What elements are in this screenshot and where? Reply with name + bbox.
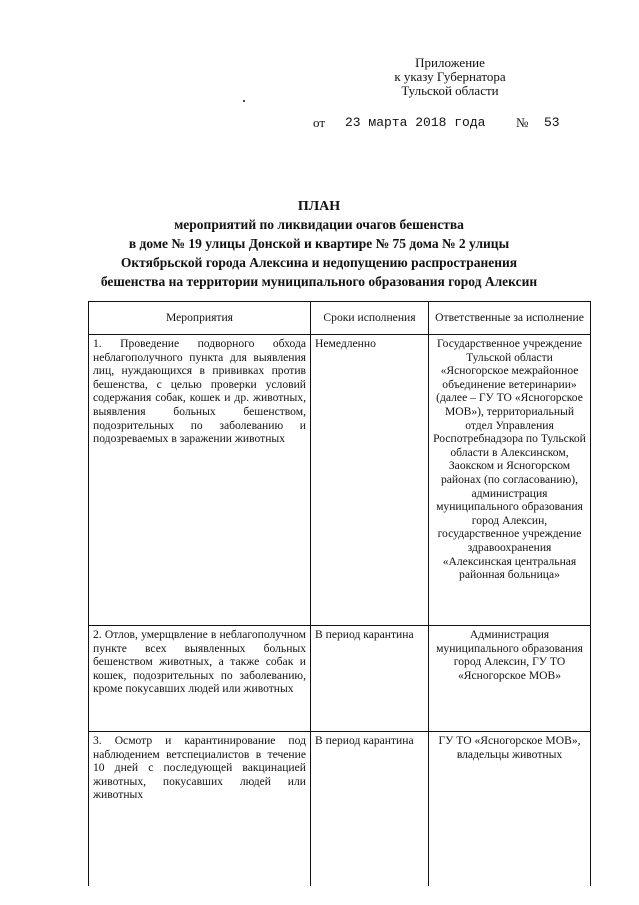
- activity-cell: 2. Отлов, умерщвление в неблагополучном пункте всех выявленных больных бешенством животных, а также собак и кошек, подозрительных по заболеванию, кроме покусавших людей или животных: [89, 626, 311, 732]
- scan-speck: [243, 100, 245, 102]
- annex-line-2: к указу Губернатора: [394, 69, 506, 84]
- deadline-cell: В период карантина: [311, 626, 429, 732]
- responsible-cell: ГУ ТО «Ясногорское МОВ», владельцы животных: [429, 732, 591, 887]
- annex-line-3: Тульской области: [401, 83, 499, 98]
- deadline-cell: Немедленно: [311, 335, 429, 626]
- table-row: [89, 626, 591, 732]
- title-line-1: мероприятий по ликвидации очагов бешенства: [174, 217, 464, 232]
- plan-table: [88, 301, 591, 886]
- date-from-label: от: [313, 115, 326, 130]
- decree-date: 23 марта 2018 года: [345, 115, 486, 130]
- title-heading: ПЛАН: [297, 199, 341, 214]
- activity-cell: 3. Осмотр и карантинирование под наблюдением ветспециалистов в течение 10 дней с последующей вакцинацией животных, покусавших людей или животных: [89, 732, 311, 887]
- header-responsible: Ответственные за исполнение: [429, 302, 591, 335]
- title-subtitle: [80, 215, 558, 291]
- responsible-cell: Государственное учреждение Тульской области «Ясногорское межрайонное объединение ветеринарии» (далее – ГУ ТО «Ясногорское МОВ»), территориальный отдел Управления Роспотребнадзора по Тульской области в Алексинском, Заокском и Ясногорском районах (по согласованию), администрация муниципального образования город Алексин, государственное учреждение здравоохранения «Алексинская центральная районная больница»: [429, 335, 591, 626]
- annex-block: [375, 56, 525, 98]
- document-title: [80, 198, 558, 291]
- deadline-cell: В период карантина: [311, 732, 429, 887]
- table-row: [89, 732, 591, 887]
- header-activities: Мероприятия: [89, 302, 311, 335]
- decree-number: 53: [544, 115, 560, 130]
- decree-number-label: №: [516, 115, 529, 130]
- title-line-2: в доме № 19 улицы Донской и квартире № 75 дома № 2 улицы: [128, 236, 510, 251]
- table-row: [89, 335, 591, 626]
- header-deadlines: Сроки исполнения: [311, 302, 429, 335]
- table-header-row: [89, 302, 591, 335]
- title-line-3: Октябрьской города Алексина и недопущению распространения: [120, 255, 518, 270]
- title-line-4: бешенства на территории муниципального образования город Алексин: [100, 274, 538, 289]
- annex-line-1: Приложение: [415, 55, 485, 70]
- activity-cell: 1. Проведение подворного обхода неблагополучного пункта для выявления лиц, нуждающихся в прививках против бешенства, с целью проверки условий содержания собак, кошек и др. животных, выявления больных бешенством, подозрительных по заболеванию и подозреваемых в заражении животных: [89, 335, 311, 626]
- responsible-cell: Администрация муниципального образования город Алексин, ГУ ТО «Ясногорское МОВ»: [429, 626, 591, 732]
